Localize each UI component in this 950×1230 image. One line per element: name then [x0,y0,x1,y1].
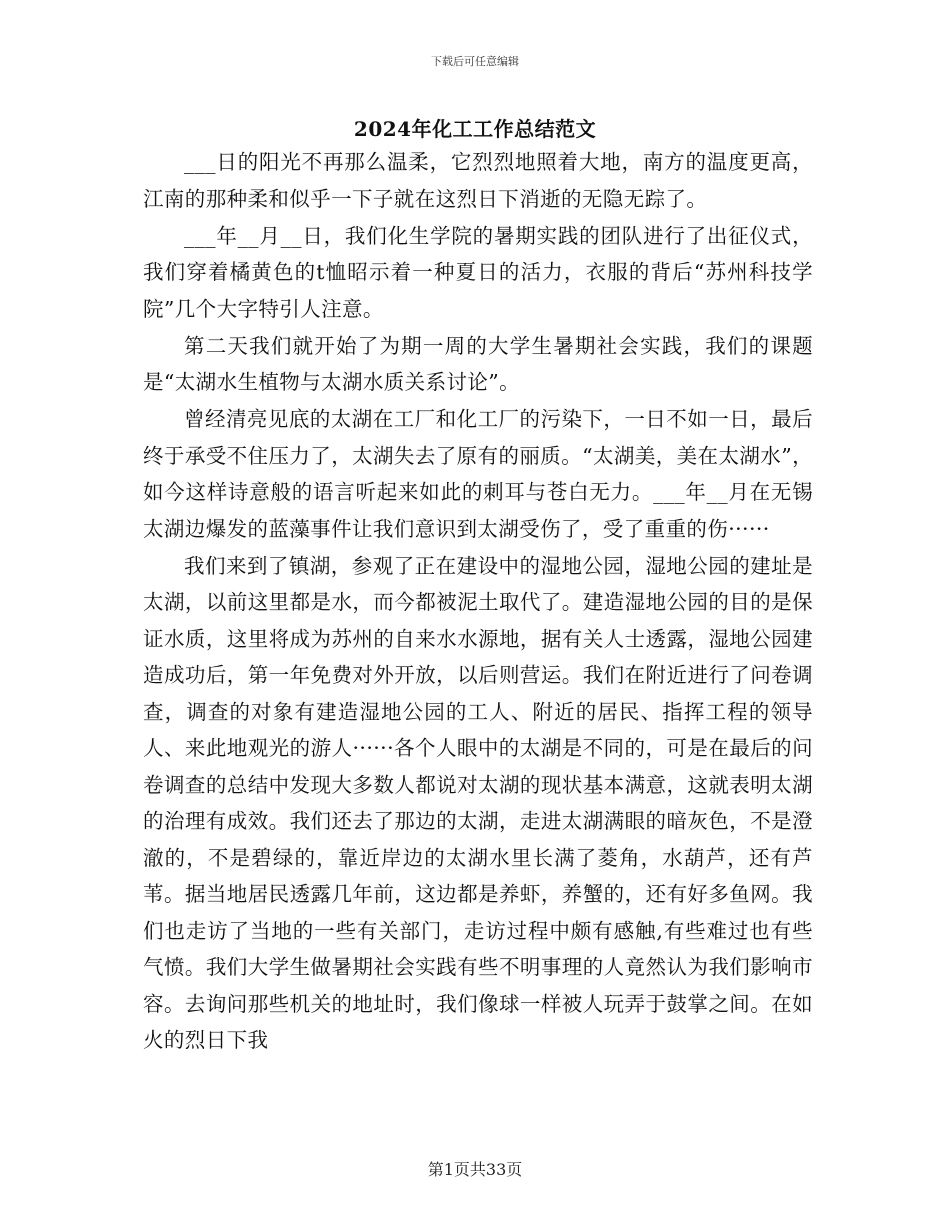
paragraph-1: ___日的阳光不再那么温柔，它烈烈地照着大地，南方的温度更高，江南的那种柔和似乎一下子就在这烈日下消逝的无隐无踪了。 [143,150,813,211]
page-header: 下载后可任意编辑 [431,55,519,68]
page-number: 第1页共33页 [427,1160,523,1179]
paragraph-4: 曾经清亮见底的太湖在工厂和化工厂的污染下，一日不如一日，最后终于承受不住压力了，太湖失去了原有的丽质。“太湖美，美在太湖水”，如今这样诗意般的语言听起来如此的刺耳与苍白无力。___年__月在无锡太湖边爆发的蓝藻事件让我们意识到太湖受伤了，受了重重的伤······ [143,407,813,541]
paragraph-3: 第二天我们就开始了为期一周的大学生暑期社会实践，我们的课题是“太湖水生植物与太湖水质关系讨论”。 [143,333,813,394]
paragraph-5: 我们来到了镇湖，参观了正在建设中的湿地公园，湿地公园的建址是太湖，以前这里都是水，而今都被泥土取代了。建造湿地公园的目的是保证水质，这里将成为苏州的自来水水源地，据有关人士透露，湿地公园建造成功后，第一年免费对外开放，以后则营运。我们在附近进行了问卷调查，调查的对象有建造湿地公园的工人、附近的居民、指挥工程的领导人、来此地观光的游人······各个人眼中的太湖是不同的，可是在最后的问卷调查的总结中发现大多数人都说对太湖的现状基本满意，这就表明太湖的治理有成效。我们还去了那边的太湖，走进太湖满眼的暗灰色，不是澄澈的，不是碧绿的，靠近岸边的太湖水里长满了菱角，水葫芦，还有芦苇。据当地居民透露几年前，这边都是养虾，养蟹的，还有好多鱼网。我们也走访了当地的一些有关部门，走访过程中颇有感触,有些难过也有些气愤。我们大学生做暑期社会实践有些不明事理的人竟然认为我们影响市容。去询问那些机关的地址时，我们像球一样被人玩弄于鼓掌之间。在如火的烈日下我 [143,553,813,1052]
document-body [143,144,813,1059]
paragraph-2: ___年__月__日，我们化生学院的暑期实践的团队进行了出征仪式，我们穿着橘黄色的t恤昭示着一种夏日的活力，衣服的背后“苏州科技学院”几个大字特引人注意。 [143,223,813,321]
document-title: 2024年化工工作总结范文 [353,117,597,141]
